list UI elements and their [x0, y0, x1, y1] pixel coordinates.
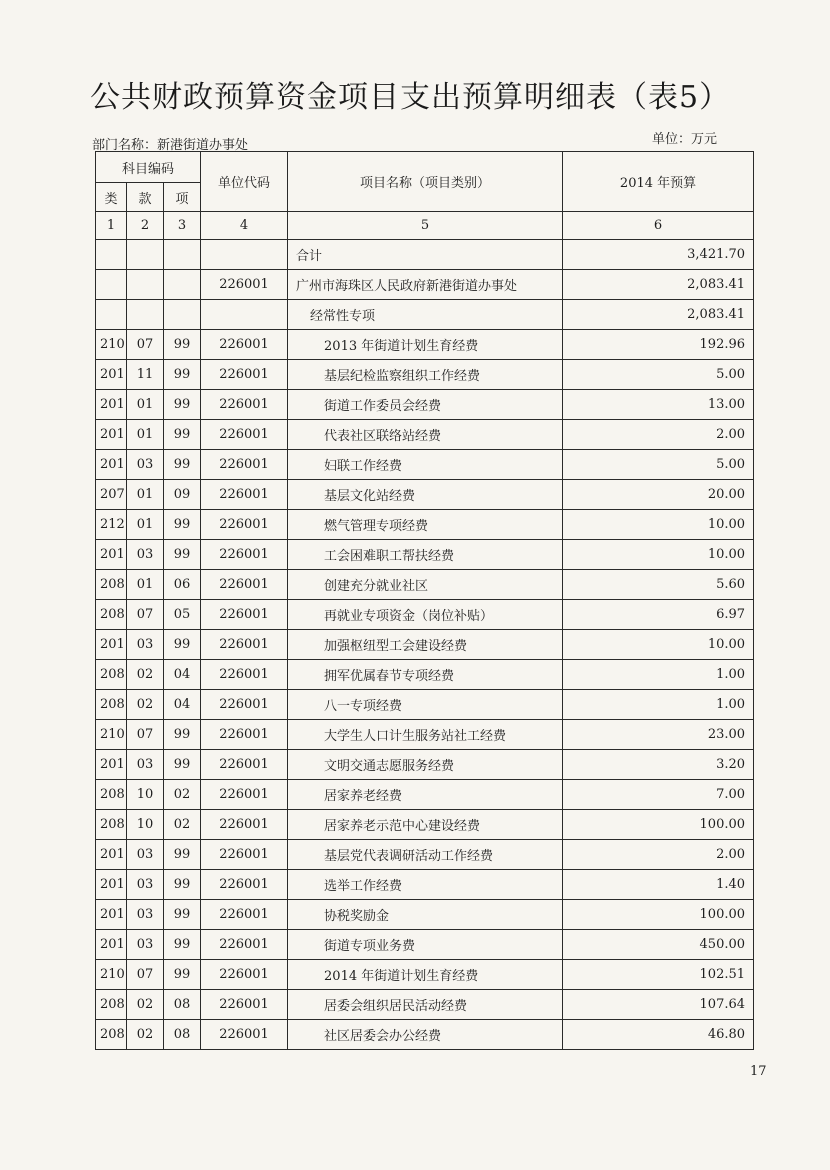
amount-cell: 10.00 — [563, 540, 754, 570]
kuan-cell: 02 — [127, 1020, 164, 1050]
index-cell: 1 — [96, 212, 127, 240]
amount-cell: 102.51 — [563, 960, 754, 990]
project-name-cell: 基层党代表调研活动工作经费 — [288, 840, 563, 870]
empty-cell — [127, 300, 164, 330]
table-row — [96, 510, 754, 540]
kuan-cell: 07 — [127, 330, 164, 360]
unit-code-cell: 226001 — [201, 360, 288, 390]
table-row — [96, 810, 754, 840]
xiang-cell: 99 — [164, 450, 201, 480]
xiang-cell: 99 — [164, 870, 201, 900]
project-name-cell: 合计 — [288, 240, 563, 270]
unit-code-cell: 226001 — [201, 840, 288, 870]
project-name-cell: 广州市海珠区人民政府新港街道办事处 — [288, 270, 563, 300]
unit-code-cell: 226001 — [201, 390, 288, 420]
table-row — [96, 1020, 754, 1050]
header-row-1 — [96, 152, 754, 183]
kuan-cell: 03 — [127, 630, 164, 660]
unit-code-cell: 226001 — [201, 540, 288, 570]
amount-cell: 5.60 — [563, 570, 754, 600]
project-name-cell: 工会困难职工帮扶经费 — [288, 540, 563, 570]
empty-cell — [164, 300, 201, 330]
project-name-cell: 再就业专项资金（岗位补贴） — [288, 600, 563, 630]
lei-cell: 208 — [96, 570, 127, 600]
xiang-cell: 02 — [164, 780, 201, 810]
project-name-cell: 经常性专项 — [288, 300, 563, 330]
amount-cell: 10.00 — [563, 630, 754, 660]
kuan-cell: 07 — [127, 720, 164, 750]
amount-cell: 13.00 — [563, 390, 754, 420]
amount-cell: 100.00 — [563, 810, 754, 840]
amount-cell: 7.00 — [563, 780, 754, 810]
project-name-cell: 街道专项业务费 — [288, 930, 563, 960]
unit-code-cell: 226001 — [201, 1020, 288, 1050]
unit-code-cell: 226001 — [201, 450, 288, 480]
table-row — [96, 630, 754, 660]
table-row — [96, 480, 754, 510]
xiang-cell: 04 — [164, 660, 201, 690]
amount-cell: 3.20 — [563, 750, 754, 780]
xiang-cell: 99 — [164, 360, 201, 390]
amount-cell: 1.00 — [563, 690, 754, 720]
lei-cell: 201 — [96, 840, 127, 870]
xiang-cell: 99 — [164, 630, 201, 660]
summary-row — [96, 240, 754, 270]
lei-cell: 201 — [96, 420, 127, 450]
kuan-cell: 07 — [127, 960, 164, 990]
table-row — [96, 780, 754, 810]
xiang-cell: 99 — [164, 390, 201, 420]
table-row — [96, 660, 754, 690]
xiang-cell: 99 — [164, 330, 201, 360]
project-name-cell: 创建充分就业社区 — [288, 570, 563, 600]
xiang-cell: 09 — [164, 480, 201, 510]
table-row — [96, 690, 754, 720]
amount-cell: 100.00 — [563, 900, 754, 930]
lei-cell: 201 — [96, 540, 127, 570]
table-row — [96, 840, 754, 870]
table-row — [96, 750, 754, 780]
amount-cell: 2,083.41 — [563, 300, 754, 330]
table-row — [96, 870, 754, 900]
kuan-cell: 02 — [127, 690, 164, 720]
xiang-cell: 99 — [164, 930, 201, 960]
lei-cell: 207 — [96, 480, 127, 510]
lei-cell: 201 — [96, 750, 127, 780]
lei-cell: 210 — [96, 960, 127, 990]
xiang-cell: 08 — [164, 1020, 201, 1050]
header-kuan: 款 — [127, 183, 164, 212]
table-row — [96, 900, 754, 930]
amount-cell: 10.00 — [563, 510, 754, 540]
table-row — [96, 450, 754, 480]
project-name-cell: 2013 年街道计划生育经费 — [288, 330, 563, 360]
kuan-cell: 11 — [127, 360, 164, 390]
project-name-cell: 拥军优属春节专项经费 — [288, 660, 563, 690]
xiang-cell: 99 — [164, 420, 201, 450]
xiang-cell: 99 — [164, 750, 201, 780]
project-name-cell: 居家养老示范中心建设经费 — [288, 810, 563, 840]
kuan-cell: 01 — [127, 570, 164, 600]
lei-cell: 201 — [96, 900, 127, 930]
summary-row — [96, 300, 754, 330]
project-name-cell: 2014 年街道计划生育经费 — [288, 960, 563, 990]
project-name-cell: 协税奖励金 — [288, 900, 563, 930]
kuan-cell: 03 — [127, 870, 164, 900]
header-budget: 2014 年预算 — [563, 152, 754, 212]
lei-cell: 201 — [96, 360, 127, 390]
index-row — [96, 212, 754, 240]
unit-code-cell: 226001 — [201, 810, 288, 840]
header-xiang: 项 — [164, 183, 201, 212]
unit-code-cell — [201, 240, 288, 270]
unit-code-cell: 226001 — [201, 270, 288, 300]
xiang-cell: 99 — [164, 510, 201, 540]
kuan-cell: 02 — [127, 660, 164, 690]
kuan-cell: 01 — [127, 480, 164, 510]
project-name-cell: 加强枢纽型工会建设经费 — [288, 630, 563, 660]
budget-table — [95, 151, 754, 1050]
page-title: 公共财政预算资金项目支出预算明细表（表5） — [90, 80, 731, 115]
xiang-cell: 05 — [164, 600, 201, 630]
project-name-cell: 居家养老经费 — [288, 780, 563, 810]
lei-cell: 210 — [96, 330, 127, 360]
unit-code-cell: 226001 — [201, 330, 288, 360]
kuan-cell: 01 — [127, 420, 164, 450]
xiang-cell: 06 — [164, 570, 201, 600]
lei-cell: 201 — [96, 930, 127, 960]
table-row — [96, 570, 754, 600]
kuan-cell: 10 — [127, 810, 164, 840]
table-row — [96, 330, 754, 360]
summary-row — [96, 270, 754, 300]
unit-code-cell: 226001 — [201, 960, 288, 990]
project-name-cell: 代表社区联络站经费 — [288, 420, 563, 450]
kuan-cell: 02 — [127, 990, 164, 1020]
page-number: 17 — [750, 1064, 767, 1079]
unit-code-cell: 226001 — [201, 660, 288, 690]
unit-code-cell: 226001 — [201, 720, 288, 750]
index-cell: 6 — [563, 212, 754, 240]
empty-cell — [164, 240, 201, 270]
lei-cell: 201 — [96, 870, 127, 900]
unit-code-cell: 226001 — [201, 780, 288, 810]
xiang-cell: 99 — [164, 840, 201, 870]
empty-cell — [164, 270, 201, 300]
unit-code-cell: 226001 — [201, 690, 288, 720]
table-row — [96, 540, 754, 570]
table-row — [96, 960, 754, 990]
project-name-cell: 基层文化站经费 — [288, 480, 563, 510]
table-row — [96, 360, 754, 390]
empty-cell — [96, 270, 127, 300]
unit-code-cell — [201, 300, 288, 330]
table-row — [96, 720, 754, 750]
lei-cell: 210 — [96, 720, 127, 750]
unit-code-cell: 226001 — [201, 930, 288, 960]
department-name: 部门名称：新港街道办事处 — [92, 138, 249, 153]
kuan-cell: 01 — [127, 390, 164, 420]
kuan-cell: 10 — [127, 780, 164, 810]
project-name-cell: 社区居委会办公经费 — [288, 1020, 563, 1050]
table-row — [96, 390, 754, 420]
table-row — [96, 420, 754, 450]
unit-code-cell: 226001 — [201, 570, 288, 600]
amount-cell: 450.00 — [563, 930, 754, 960]
amount-cell: 3,421.70 — [563, 240, 754, 270]
amount-cell: 2.00 — [563, 420, 754, 450]
lei-cell: 208 — [96, 660, 127, 690]
xiang-cell: 99 — [164, 960, 201, 990]
empty-cell — [127, 270, 164, 300]
index-cell: 4 — [201, 212, 288, 240]
amount-cell: 2.00 — [563, 840, 754, 870]
kuan-cell: 03 — [127, 750, 164, 780]
xiang-cell: 02 — [164, 810, 201, 840]
unit-code-cell: 226001 — [201, 600, 288, 630]
unit-label: 单位：万元 — [652, 132, 718, 147]
amount-cell: 1.40 — [563, 870, 754, 900]
kuan-cell: 03 — [127, 540, 164, 570]
xiang-cell: 99 — [164, 900, 201, 930]
unit-code-cell: 226001 — [201, 990, 288, 1020]
index-cell: 3 — [164, 212, 201, 240]
header-lei: 类 — [96, 183, 127, 212]
kuan-cell: 01 — [127, 510, 164, 540]
lei-cell: 201 — [96, 390, 127, 420]
amount-cell: 23.00 — [563, 720, 754, 750]
lei-cell: 208 — [96, 990, 127, 1020]
unit-code-cell: 226001 — [201, 480, 288, 510]
project-name-cell: 文明交通志愿服务经费 — [288, 750, 563, 780]
unit-code-cell: 226001 — [201, 510, 288, 540]
table-row — [96, 600, 754, 630]
empty-cell — [127, 240, 164, 270]
kuan-cell: 03 — [127, 840, 164, 870]
header-subject-code: 科目编码 — [96, 152, 201, 183]
project-name-cell: 八一专项经费 — [288, 690, 563, 720]
table-row — [96, 930, 754, 960]
lei-cell: 201 — [96, 630, 127, 660]
index-cell: 5 — [288, 212, 563, 240]
project-name-cell: 大学生人口计生服务站社工经费 — [288, 720, 563, 750]
empty-cell — [96, 240, 127, 270]
kuan-cell: 03 — [127, 930, 164, 960]
kuan-cell: 03 — [127, 450, 164, 480]
amount-cell: 107.64 — [563, 990, 754, 1020]
unit-code-cell: 226001 — [201, 750, 288, 780]
lei-cell: 208 — [96, 600, 127, 630]
amount-cell: 20.00 — [563, 480, 754, 510]
unit-code-cell: 226001 — [201, 870, 288, 900]
unit-code-cell: 226001 — [201, 420, 288, 450]
empty-cell — [96, 300, 127, 330]
unit-code-cell: 226001 — [201, 630, 288, 660]
amount-cell: 1.00 — [563, 660, 754, 690]
unit-code-cell: 226001 — [201, 900, 288, 930]
amount-cell: 5.00 — [563, 450, 754, 480]
project-name-cell: 妇联工作经费 — [288, 450, 563, 480]
xiang-cell: 08 — [164, 990, 201, 1020]
lei-cell: 208 — [96, 780, 127, 810]
header-project-name: 项目名称（项目类别） — [288, 152, 563, 212]
project-name-cell: 燃气管理专项经费 — [288, 510, 563, 540]
kuan-cell: 03 — [127, 900, 164, 930]
lei-cell: 208 — [96, 1020, 127, 1050]
amount-cell: 6.97 — [563, 600, 754, 630]
xiang-cell: 99 — [164, 720, 201, 750]
amount-cell: 5.00 — [563, 360, 754, 390]
xiang-cell: 04 — [164, 690, 201, 720]
lei-cell: 201 — [96, 450, 127, 480]
project-name-cell: 街道工作委员会经费 — [288, 390, 563, 420]
amount-cell: 2,083.41 — [563, 270, 754, 300]
xiang-cell: 99 — [164, 540, 201, 570]
project-name-cell: 居委会组织居民活动经费 — [288, 990, 563, 1020]
project-name-cell: 选举工作经费 — [288, 870, 563, 900]
table-row — [96, 990, 754, 1020]
amount-cell: 192.96 — [563, 330, 754, 360]
amount-cell: 46.80 — [563, 1020, 754, 1050]
lei-cell: 208 — [96, 690, 127, 720]
project-name-cell: 基层纪检监察组织工作经费 — [288, 360, 563, 390]
lei-cell: 212 — [96, 510, 127, 540]
header-unit-code: 单位代码 — [201, 152, 288, 212]
index-cell: 2 — [127, 212, 164, 240]
kuan-cell: 07 — [127, 600, 164, 630]
lei-cell: 208 — [96, 810, 127, 840]
